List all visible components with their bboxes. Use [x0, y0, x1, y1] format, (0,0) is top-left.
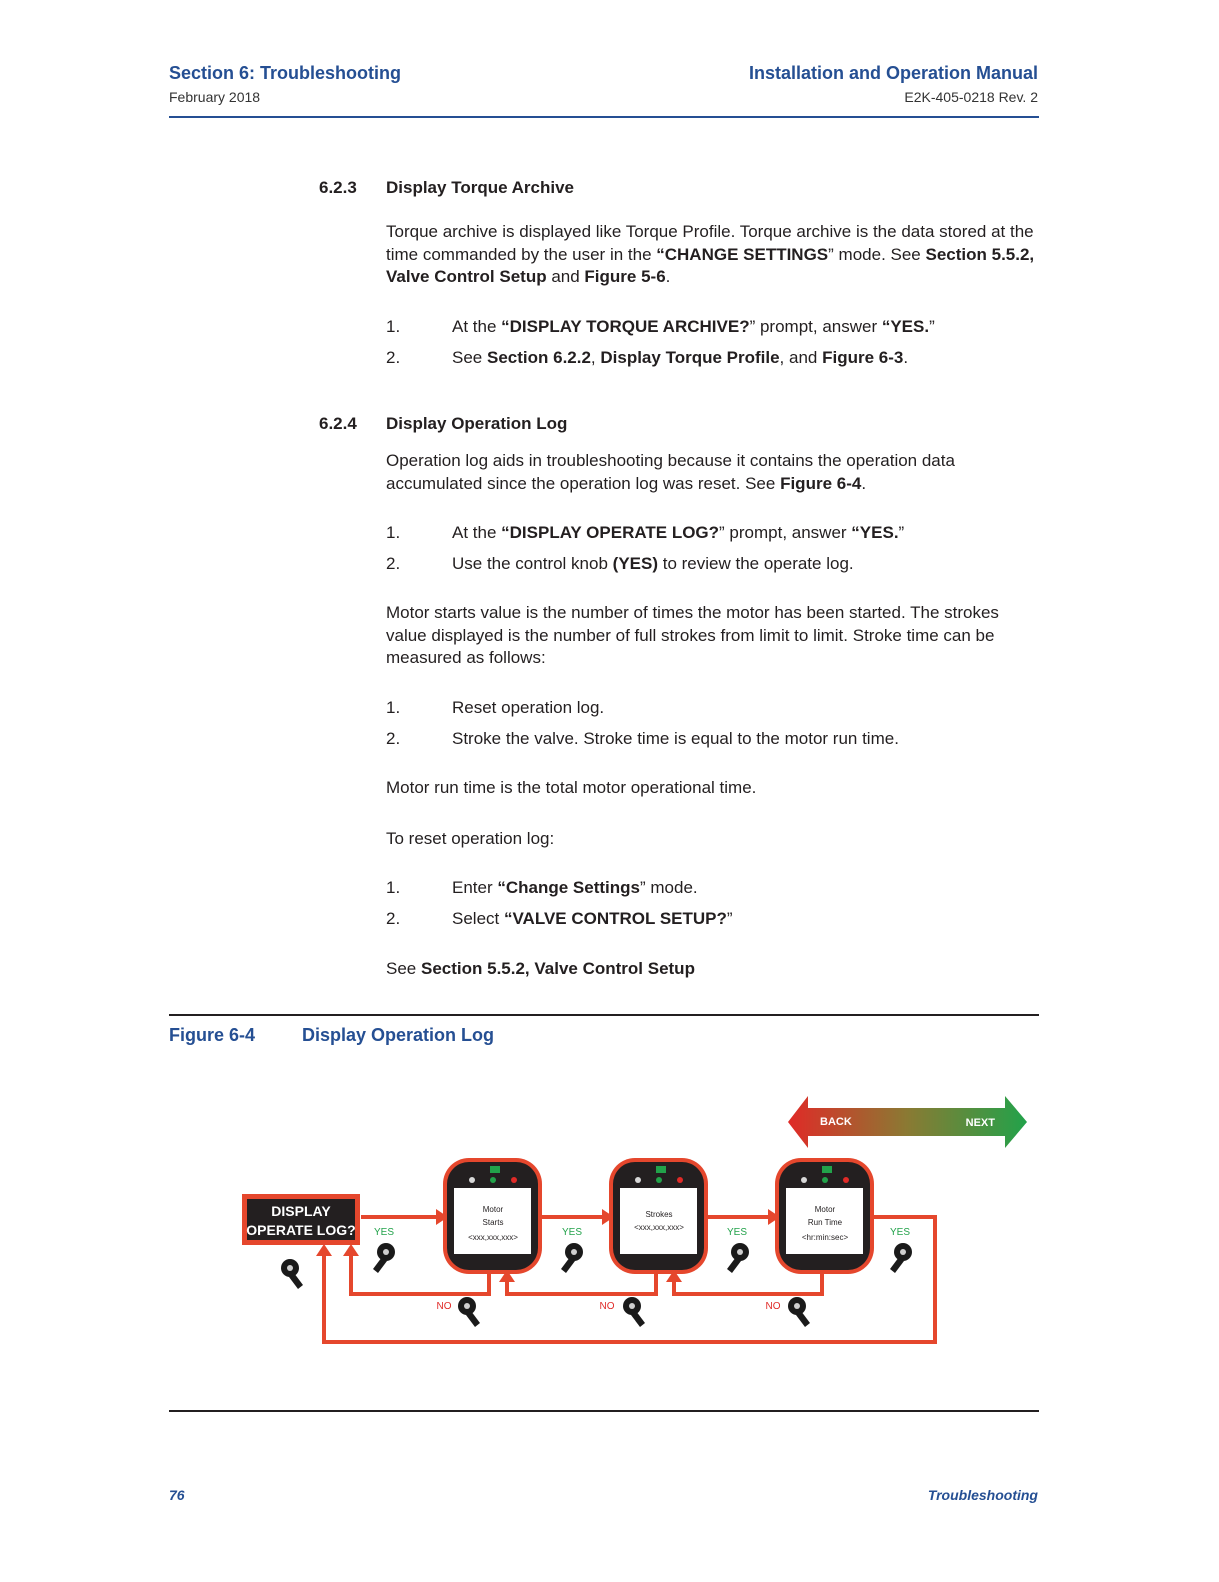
next-label: NEXT [965, 1117, 995, 1129]
device-motor-run-time [775, 1158, 874, 1274]
yes-label: YES [561, 1227, 583, 1238]
svg-text:Starts: Starts [482, 1218, 504, 1227]
doc-date: February 2018 [169, 89, 261, 105]
list-item: Stroke the valve. Stroke time is equal to the motor run time. [452, 729, 899, 748]
prompt-line2: OPERATE LOG? [246, 1222, 356, 1238]
svg-text:<xxx,xxx,xxx>: <xxx,xxx,xxx> [468, 1233, 518, 1242]
section-title: Section 6: Troubleshooting [169, 63, 402, 83]
yes-label: YES [373, 1227, 395, 1238]
paragraph: Torque archive is displayed like Torque Profile. Torque archive is the data stored at the time commanded by the user in the “CHANGE SETTINGS” mode. See Section 5.5.2, Valve Control Setup and Figure 5-6. [386, 222, 1035, 286]
paragraph: To reset operation log: [386, 829, 555, 848]
yes-label: YES [726, 1227, 748, 1238]
list-item: Select “VALVE CONTROL SETUP?” [452, 909, 733, 928]
no-label: NO [765, 1301, 781, 1312]
section-number: 6.2.4 [319, 414, 357, 433]
page-number: 76 [169, 1487, 185, 1503]
manual-title: Installation and Operation Manual [748, 63, 1038, 83]
list-number: 2. [386, 729, 401, 748]
control-knob-icon [788, 1297, 810, 1327]
figure-bottom-rule [169, 1410, 1039, 1412]
list-item: At the “DISPLAY OPERATE LOG?” prompt, answer “YES.” [452, 523, 905, 542]
control-knob-icon [890, 1243, 912, 1273]
device-strokes [609, 1158, 708, 1274]
no-label: NO [436, 1301, 452, 1312]
svg-text:Motor: Motor [482, 1205, 504, 1214]
section-heading: Display Torque Archive [386, 178, 574, 197]
chapter-name: Troubleshooting [927, 1487, 1038, 1503]
control-knob-icon [623, 1297, 645, 1327]
back-label: BACK [820, 1116, 852, 1128]
paragraph: Operation log aids in troubleshooting because it contains the operation data accumulated since the operation log was reset. See Figure 6-4. [386, 451, 955, 493]
control-knob-icon [727, 1243, 749, 1273]
control-knob-icon [373, 1243, 395, 1273]
list-number: 2. [386, 909, 401, 928]
figure-title: Display Operation Log [302, 1025, 495, 1045]
list-item: See Section 6.2.2, Display Torque Profile, and Figure 6-3. [452, 348, 909, 367]
control-knob-icon [458, 1297, 480, 1327]
yes-label: YES [889, 1227, 911, 1238]
device-motor-starts [443, 1158, 542, 1274]
paragraph: Motor run time is the total motor operational time. [386, 778, 757, 797]
control-knob-icon [561, 1243, 583, 1273]
control-knob-icon [281, 1259, 303, 1289]
list-item: Use the control knob (YES) to review the operate log. [452, 554, 854, 573]
list-item: Enter “Change Settings” mode. [452, 878, 698, 897]
svg-text:Run Time: Run Time [807, 1218, 843, 1227]
list-number: 1. [386, 523, 401, 542]
list-number: 2. [386, 554, 401, 573]
list-item: Reset operation log. [452, 698, 605, 717]
doc-id: E2K-405-0218 Rev. 2 [904, 89, 1038, 105]
paragraph: Motor starts value is the number of times the motor has been started. The strokes value displayed is the number of full strokes from limit to limit. Stroke time can be measured as follows: [386, 603, 999, 667]
prompt-line1: DISPLAY [271, 1203, 331, 1219]
svg-text:Strokes: Strokes [645, 1210, 673, 1219]
no-label: NO [599, 1301, 615, 1312]
section-number: 6.2.3 [319, 178, 357, 197]
figure-number: Figure 6-4 [169, 1025, 256, 1045]
svg-text:<hr:min:sec>: <hr:min:sec> [801, 1233, 849, 1242]
paragraph: See Section 5.5.2, Valve Control Setup [386, 959, 695, 978]
svg-text:Motor: Motor [814, 1205, 836, 1214]
list-number: 1. [386, 878, 401, 897]
list-number: 1. [386, 317, 401, 336]
list-item: At the “DISPLAY TORQUE ARCHIVE?” prompt, answer “YES.” [452, 317, 935, 336]
list-number: 2. [386, 348, 401, 367]
list-number: 1. [386, 698, 401, 717]
svg-text:<xxx,xxx,xxx>: <xxx,xxx,xxx> [634, 1223, 684, 1232]
section-heading: Display Operation Log [386, 414, 568, 433]
